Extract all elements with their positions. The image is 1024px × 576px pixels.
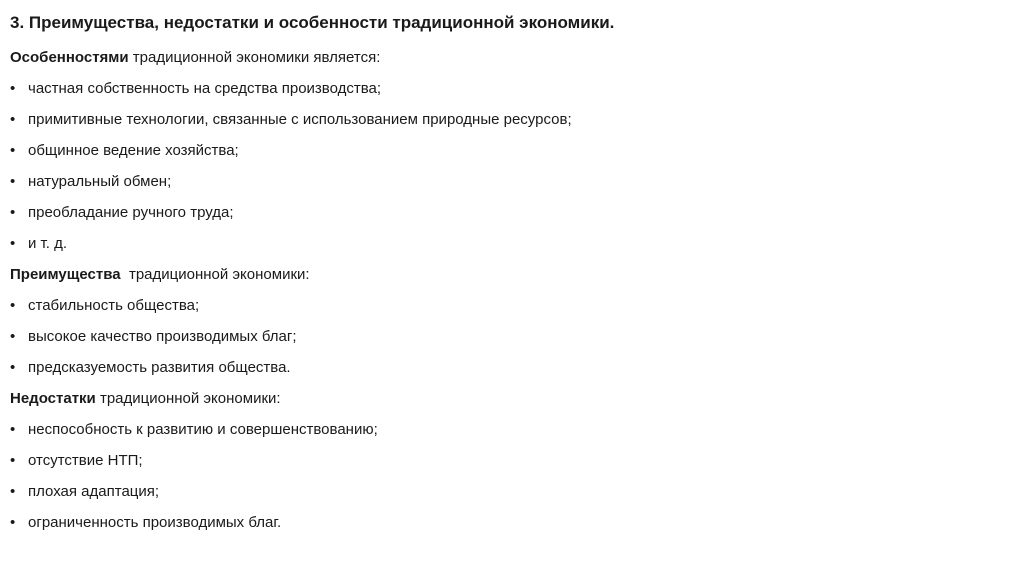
list-item xyxy=(10,296,1012,316)
bullet-icon: • xyxy=(10,142,16,159)
bullet-icon: • xyxy=(10,235,16,252)
list-item xyxy=(10,358,1012,378)
section-heading-bold: Преимущества xyxy=(10,266,121,283)
list-item xyxy=(10,327,1012,347)
list-item xyxy=(10,172,1012,192)
list-item-text: неспособность к развитию и совершенствованию; xyxy=(28,421,378,438)
section-heading-advantages xyxy=(10,265,1012,285)
list-item xyxy=(10,513,1012,533)
bullet-icon: • xyxy=(10,111,16,128)
list-item-text: частная собственность на средства производства; xyxy=(28,80,382,97)
list-item-text: высокое качество производимых благ; xyxy=(28,328,297,345)
bullet-icon: • xyxy=(10,80,16,97)
list-item xyxy=(10,482,1012,502)
list-item-text: предсказуемость развития общества. xyxy=(28,359,291,376)
slide-title: 3. Преимущества, недостатки и особенности традиционной экономики. xyxy=(10,13,615,32)
list-item xyxy=(10,451,1012,471)
bullet-icon: • xyxy=(10,483,16,500)
list-item-text: стабильность общества; xyxy=(28,297,200,314)
list-item xyxy=(10,203,1012,223)
list-item-text: натуральный обмен; xyxy=(28,173,172,190)
section-heading-text: традиционной экономики: xyxy=(120,266,310,283)
bullet-icon: • xyxy=(10,514,16,531)
section-heading-disadvantages xyxy=(10,389,1012,409)
list-item xyxy=(10,420,1012,440)
list-item-text: общинное ведение хозяйства; xyxy=(28,142,239,159)
list-item-text: преобладание ручного труда; xyxy=(28,204,234,221)
list-item xyxy=(10,79,1012,99)
section-heading-features xyxy=(10,48,1012,68)
section-heading-bold: Особенностями xyxy=(10,49,129,66)
bullet-icon: • xyxy=(10,204,16,221)
bullet-icon: • xyxy=(10,297,16,314)
list-item-text: примитивные технологии, связанные с использованием природные ресурсов; xyxy=(28,111,572,128)
features-list xyxy=(10,79,1012,254)
section-heading-text: традиционной экономики: xyxy=(95,390,281,407)
section-heading-bold: Недостатки xyxy=(10,390,96,407)
bullet-icon: • xyxy=(10,328,16,345)
bullet-icon: • xyxy=(10,359,16,376)
bullet-icon: • xyxy=(10,421,16,438)
list-item xyxy=(10,141,1012,161)
bullet-icon: • xyxy=(10,173,16,190)
advantages-list xyxy=(10,296,1012,378)
bullet-icon: • xyxy=(10,452,16,469)
list-item xyxy=(10,234,1012,254)
list-item-text: и т. д. xyxy=(28,235,68,252)
disadvantages-list xyxy=(10,420,1012,533)
list-item-text: ограниченность производимых благ. xyxy=(28,514,282,531)
section-heading-text: традиционной экономики является: xyxy=(128,49,381,66)
list-item-text: отсутствие НТП; xyxy=(28,452,143,469)
list-item-text: плохая адаптация; xyxy=(28,483,160,500)
list-item xyxy=(10,110,1012,130)
